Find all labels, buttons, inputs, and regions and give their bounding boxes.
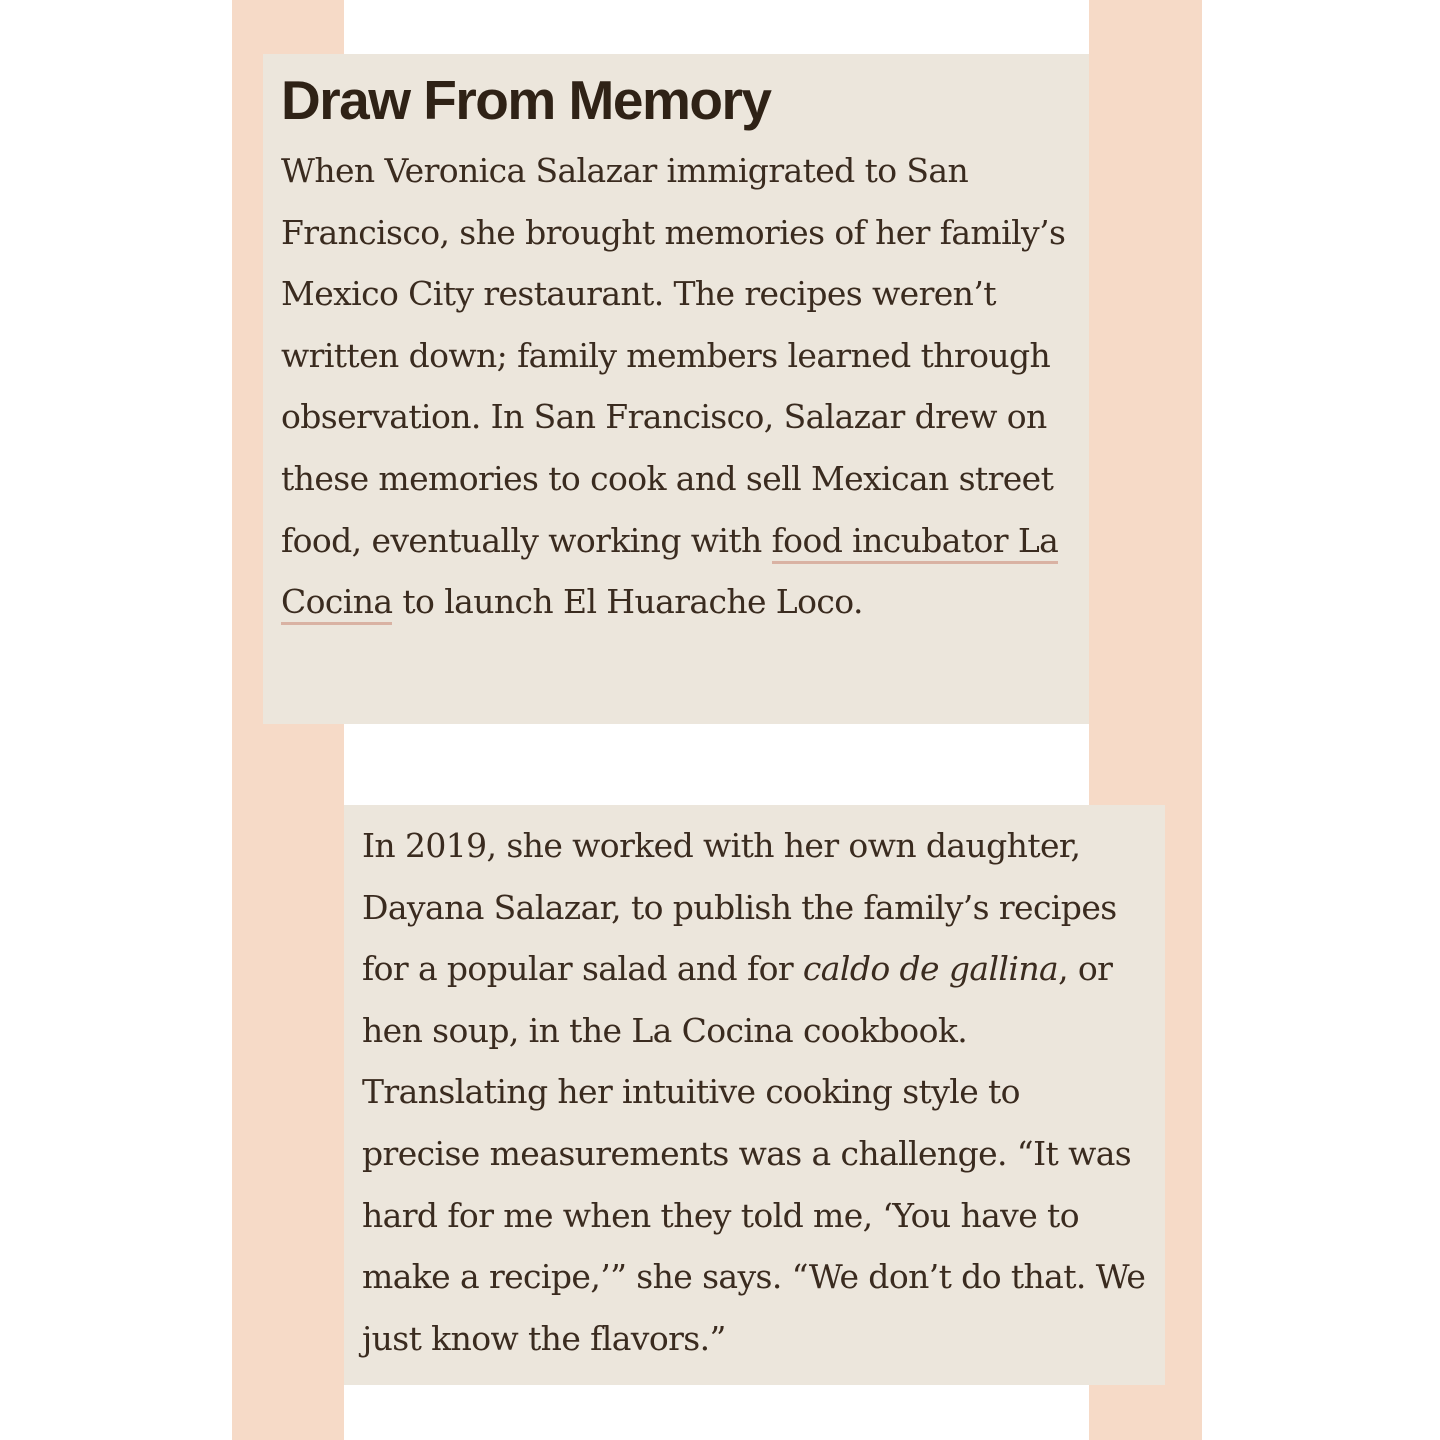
section-heading: Draw From Memory — [281, 69, 771, 131]
article-section-cookbook — [344, 805, 1165, 1385]
italic-dish-name: caldo de gallina — [802, 949, 1059, 989]
article-section-draw-from-memory — [263, 54, 1089, 724]
section-paragraph — [362, 815, 1147, 1369]
la-cocina-link[interactable]: food incubator La Cocina — [281, 521, 1058, 626]
section-paragraph — [281, 140, 1071, 633]
paragraph-text-start: When Veronica Salazar immigrated to San Francisco, she brought memories of her family’s Mexico City restaurant. The recipes weren’t written down; family members learned through observation. In San Francisco, Salazar drew on these memories to cook and sell Mexican street food, eventually working with — [281, 151, 1066, 560]
paragraph-text-end: to launch El Huarache Loco. — [392, 582, 863, 622]
paragraph-text-start: In 2019, she worked with her own daughter, Dayana Salazar, to publish the family’s recipes for a popular salad and for — [362, 826, 1117, 989]
paragraph-text-end: , or hen soup, in the La Cocina cookbook. Translating her intuitive cooking style to precise measurements was a challenge. “It was hard for me when they told me, ‘You have to make a recipe,’” she says. “We don’t do that. We just know the flavors.” — [362, 949, 1146, 1358]
